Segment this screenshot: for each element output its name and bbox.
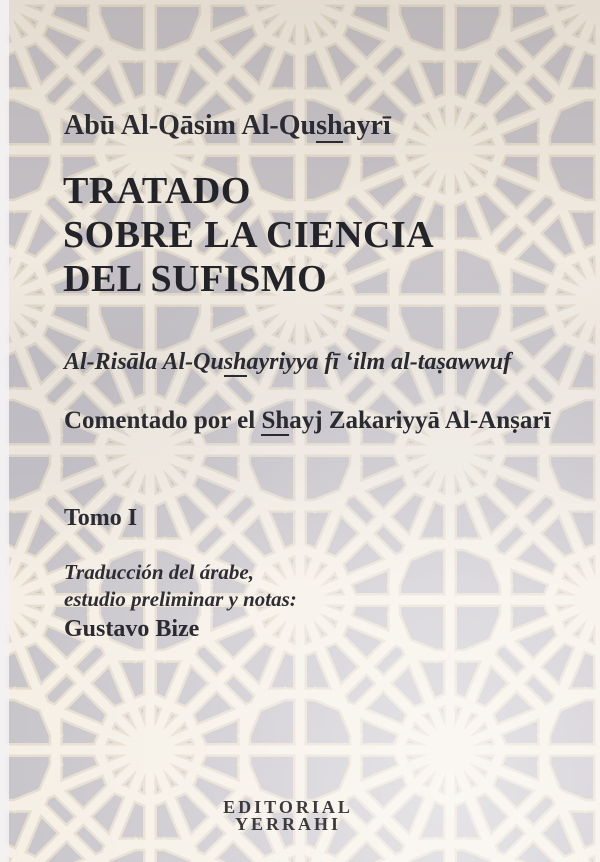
title-line-3: DEL SUFISMO bbox=[63, 258, 328, 300]
subtitle-underlined-sh: sh bbox=[223, 349, 247, 375]
translation-credits bbox=[64, 559, 297, 643]
subtitle-transliteration bbox=[64, 349, 511, 376]
book-title bbox=[63, 169, 434, 301]
title-line-1: TRATADO bbox=[63, 170, 251, 212]
title-line-2: SOBRE LA CIENCIA bbox=[63, 214, 435, 256]
subtitle-pre: Al-Risāla Al-Qu bbox=[64, 349, 224, 375]
commentary-underlined-sh: Sh bbox=[261, 407, 290, 434]
commentary-post: ayj Zakariyyā Al-Anṣarī bbox=[289, 407, 551, 434]
publisher-line-1: EDITORIAL bbox=[223, 797, 353, 817]
publisher-imprint bbox=[0, 799, 576, 833]
author-name-post: ayrī bbox=[342, 110, 391, 141]
commentary-credit bbox=[64, 407, 550, 435]
translator-name: Gustavo Bize bbox=[64, 616, 200, 642]
credit-line-2: estudio preliminar y notas: bbox=[64, 587, 297, 611]
author-underlined-sh: sh bbox=[316, 110, 343, 141]
commentary-pre: Comentado por el bbox=[64, 407, 262, 434]
credit-line-1: Traducción del árabe, bbox=[64, 560, 254, 584]
volume-label: Tomo I bbox=[64, 505, 138, 531]
cover-left-edge-highlight bbox=[0, 0, 9, 862]
subtitle-post: ayriyya fī ‘ilm al-taṣawwuf bbox=[246, 349, 512, 375]
author-name bbox=[64, 110, 391, 142]
publisher-line-2: YERRAHI bbox=[234, 814, 341, 834]
author-name-pre: Abū Al-Qāsim Al-Qu bbox=[64, 110, 317, 141]
